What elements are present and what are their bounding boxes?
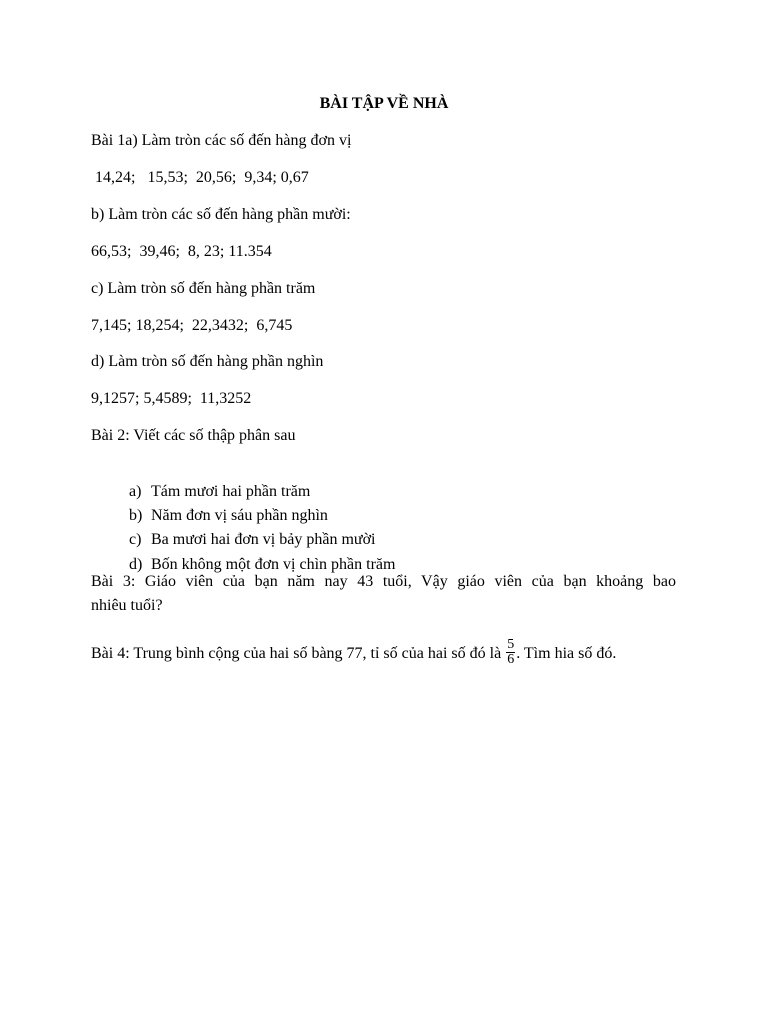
bai1d-numbers: 9,1257; 5,4589; 11,3252 bbox=[91, 390, 252, 407]
fraction-denominator: 6 bbox=[507, 652, 515, 667]
fraction-numerator: 5 bbox=[507, 637, 515, 652]
bai1c-heading: c) Làm tròn số đến hàng phần trăm bbox=[91, 280, 316, 297]
bai4-text-after: . Tìm hia số đó. bbox=[516, 645, 617, 663]
bai2-heading: Bài 2: Viết các số thập phân sau bbox=[91, 427, 296, 444]
list-item-text: Tám mươi hai phần trăm bbox=[151, 483, 311, 500]
bai1d-heading: d) Làm tròn số đến hàng phần nghìn bbox=[91, 353, 324, 370]
bai1c-numbers: 7,145; 18,254; 22,3432; 6,745 bbox=[91, 317, 293, 334]
list-item-text: Năm đơn vị sáu phần nghìn bbox=[151, 507, 328, 524]
bai3-line1: Bài 3: Giáo viên của bạn năm nay 43 tuổi, Vậy giáo viên của bạn khoảng bao bbox=[91, 573, 676, 590]
list-item-label: b) bbox=[129, 507, 143, 524]
list-item-text: Ba mươi hai đơn vị bảy phần mười bbox=[151, 531, 376, 548]
bai3-line2: nhiêu tuổi? bbox=[91, 597, 163, 614]
bai1b-numbers: 66,53; 39,46; 8, 23; 11.354 bbox=[91, 243, 272, 260]
bai1a-heading: Bài 1a) Làm tròn các số đến hàng đơn vị bbox=[91, 132, 352, 149]
list-item-label: c) bbox=[129, 531, 142, 548]
fraction bbox=[506, 638, 515, 667]
list-item-label: d) bbox=[129, 556, 143, 573]
bai4-text-before: Bài 4: Trung bình cộng của hai số bàng 77, tỉ số của hai số đó là bbox=[91, 645, 506, 663]
bai1a-numbers: 14,24; 15,53; 20,56; 9,34; 0,67 bbox=[95, 169, 309, 186]
bai1b-heading: b) Làm tròn các số đến hàng phần mười: bbox=[91, 206, 351, 223]
bai4-paragraph bbox=[91, 637, 617, 669]
list-item-text: Bốn không một đơn vị chìn phần trăm bbox=[151, 556, 396, 573]
list-item-label: a) bbox=[129, 483, 142, 500]
page-title: BÀI TẬP VỀ NHÀ bbox=[319, 95, 449, 112]
